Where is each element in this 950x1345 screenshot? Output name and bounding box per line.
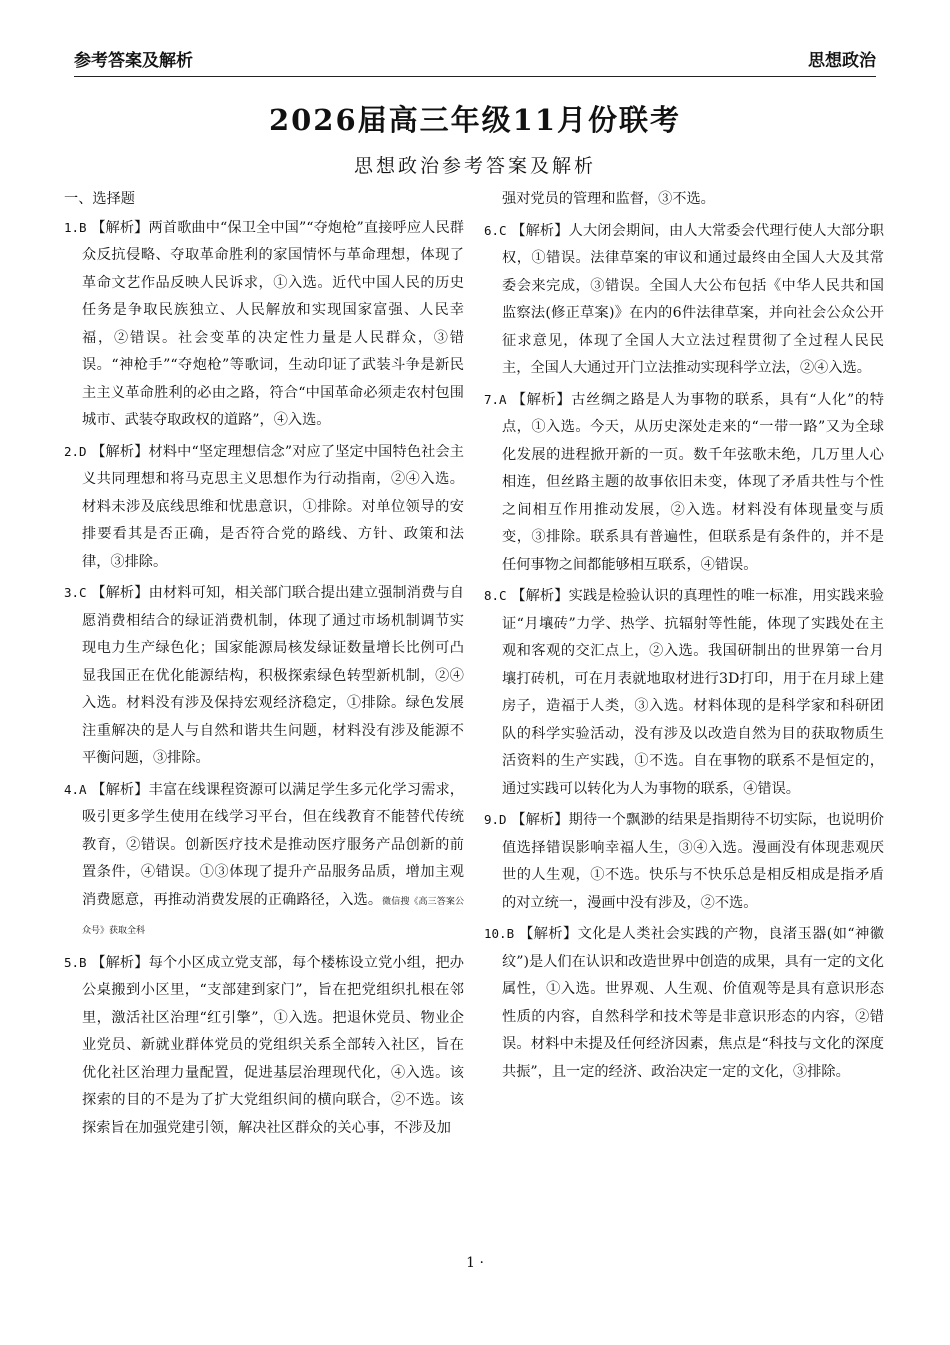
item-number: 1.B: [64, 219, 87, 235]
analysis-text: 丰富在线课程资源可以满足学生多元化学习需求，吸引更多学生使用在线学习平台，但在线教育不能替代传统教育，②错误。创新医疗技术是推动医疗服务产品创新的前置条件，④错误。①③体现了提升产品服务品质，增加主观消费愿意，再推动消费发展的正确路径，入选。: [82, 781, 464, 908]
analysis-tag: 【解析】: [91, 954, 149, 971]
analysis-text: 古丝绸之路是人为事物的联系，具有“人化”的特点，①入选。今天，从历史深处走来的“一带一路”又为全球化发展的进程掀开新的一页。数千年弦歌未绝，几万里人心相连，但丝路主题的故事依旧未变，体现了矛盾共性与个性之间相互作用推动发展，②入选。材料没有体现量变与质变，③排除。联系具有普遍性，但联系是有条件的，并不是任何事物之间都能够相互联系，④错误。: [502, 391, 884, 573]
analysis-text: 文化是人类社会实践的产物，良渚玉器(如“神徽纹”)是人们在认识和改造世界中创造的成果，具有一定的文化属性，①入选。世界观、人生观、价值观等是具有意识形态性质的内容，自然科学和技术等是非意识形态的内容，②错误。材料中未提及任何经济因素，焦点是“科技与文化的深度共振”，且一定的经济、政治决定一定的文化，③排除。: [502, 926, 884, 1080]
item-number: 5.B: [64, 954, 87, 970]
answer-item-10: [484, 920, 884, 1086]
analysis-tag: 【解析】: [511, 222, 569, 239]
answer-item-2: [64, 438, 464, 577]
analysis-tag: 【解析】: [91, 585, 149, 601]
answer-item-4: [64, 776, 464, 946]
document-subtitle: 思想政治参考答案及解析: [353, 155, 596, 177]
right-column: [484, 186, 884, 1089]
analysis-tag: 【解析】: [91, 781, 149, 798]
section-heading: 一、选择题: [64, 191, 135, 207]
item-number: 7.A: [484, 391, 507, 407]
answer-item-8: [484, 582, 884, 803]
analysis-text: 由材料可知，相关部门联合提出建立强制消费与自愿消费相结合的绿证消费机制，体现了通过市场机制调节实现电力生产绿色化；国家能源局核发绿证数量增长比例可凸显我国正在优化能源结构，积极探索绿色转型新机制，②④入选。材料没有涉及保持宏观经济稳定，①排除。绿色发展注重解决的是人与自然和谐共生问题，材料没有涉及能源不平衡问题，③排除。: [82, 585, 464, 766]
page-number: 1: [466, 1255, 475, 1271]
watermark-note: 微信搜《高三答案公众号》获取全科: [82, 896, 464, 936]
left-column: [64, 186, 464, 1145]
answer-item-9: [484, 806, 884, 917]
answer-item-1: [64, 214, 464, 435]
analysis-tag: 【解析】: [511, 391, 572, 408]
answer-item-6: [484, 217, 884, 383]
answer-item-5: [64, 949, 464, 1143]
answer-item-5-continued: 强对党员的管理和监督，③不选。: [502, 191, 715, 207]
item-number: 6.C: [484, 222, 507, 238]
item-number: 9.D: [484, 812, 507, 827]
analysis-text: 期待一个飘渺的结果是指期待不切实际，也说明价值选择错误影响幸福人生，③④入选。漫画没有体现悲观厌世的人生观，①不选。快乐与不快乐总是相反相成是指矛盾的对立统一，漫画中没有涉及，②不选。: [502, 812, 884, 911]
item-number: 3.C: [64, 585, 87, 600]
footer-dot: ·: [479, 1255, 484, 1271]
answer-item-7: [484, 386, 884, 580]
item-number: 10.B: [484, 926, 515, 941]
page-footer: [0, 1255, 950, 1271]
analysis-text: 材料中“坚定理想信念”对应了坚定中国特色社会主义共同理想和将马克思主义思想作为行动指南，②④入选。材料未涉及底线思维和忧患意识，①排除。对单位领导的安排要看其是否正确，是否符合党的路线、方针、政策和法律，③排除。: [82, 443, 464, 570]
item-number: 8.C: [484, 588, 507, 603]
item-number: 2.D: [64, 443, 87, 459]
analysis-tag: 【解析】: [519, 926, 578, 942]
page-header: [74, 44, 876, 77]
analysis-tag: 【解析】: [91, 219, 149, 236]
analysis-text: 两首歌曲中“保卫全中国”“夺炮枪”直接呼应人民群众反抗侵略、夺取革命胜利的家国情怀与革命理想，体现了革命文艺作品反映人民诉求，①入选。近代中国人民的历史任务是争取民族独立、人民解放和实现国家富强、人民幸福，②错误。社会变革的决定性力量是人民群众，③错误。“神枪手”“夺炮枪”等歌词，生动印证了武装斗争是新民主主义革命胜利的必由之路，符合“中国革命必须走农村包围城市、武装夺取政权的道路”，④入选。: [82, 219, 464, 428]
document-title: 2026届高三年级11月份联考: [268, 103, 682, 137]
header-subject-label: 思想政治: [808, 51, 876, 71]
item-number: 4.A: [64, 781, 87, 797]
answer-item-3: [64, 579, 464, 773]
analysis-text: 人大闭会期间，由人大常委会代理行使人大部分职权，①错误。法律草案的审议和通过最终由全国人大及其常委会来完成，③错误。全国人大公布包括《中华人民共和国监察法(修正草案)》在内的6件法律草案，并向社会公众公开征求意见，体现了全国人大立法过程贯彻了全过程人民民主，全国人大通过开门立法推动实现科学立法，②④入选。: [502, 222, 884, 376]
analysis-text: 每个小区成立党支部，每个楼栋设立党小组，把办公桌搬到小区里，“支部建到家门”，旨在把党组织扎根在邻里，激活社区治理“红引擎”，①入选。把退休党员、物业企业党员、新就业群体党员的党组织关系全部转入社区，旨在优化社区治理力量配置，促进基层治理现代化，④入选。该探索的目的不是为了扩大党组织间的横向联合，②不选。该探索旨在加强党建引领，解决社区群众的关心事，不涉及加: [82, 954, 464, 1136]
analysis-tag: 【解析】: [511, 588, 569, 604]
analysis-tag: 【解析】: [91, 443, 149, 460]
analysis-tag: 【解析】: [511, 812, 569, 828]
header-left-label: 参考答案及解析: [74, 51, 193, 71]
analysis-text: 实践是检验认识的真理性的唯一标准，用实践来验证“月壤砖”力学、热学、抗辐射等性能，体现了实践处在主观和客观的交汇点上，②入选。我国研制出的世界第一台月壤打砖机，可在月表就地取材进行3D打印，用于在月球上建房子，造福于人类，③入选。材料体现的是科学家和科研团队的科学实验活动，没有涉及以改造自然为目的获取物质生活资料的生产实践，①不选。自在事物的联系不是恒定的，通过实践可以转化为人为事物的联系，④错误。: [502, 588, 884, 797]
